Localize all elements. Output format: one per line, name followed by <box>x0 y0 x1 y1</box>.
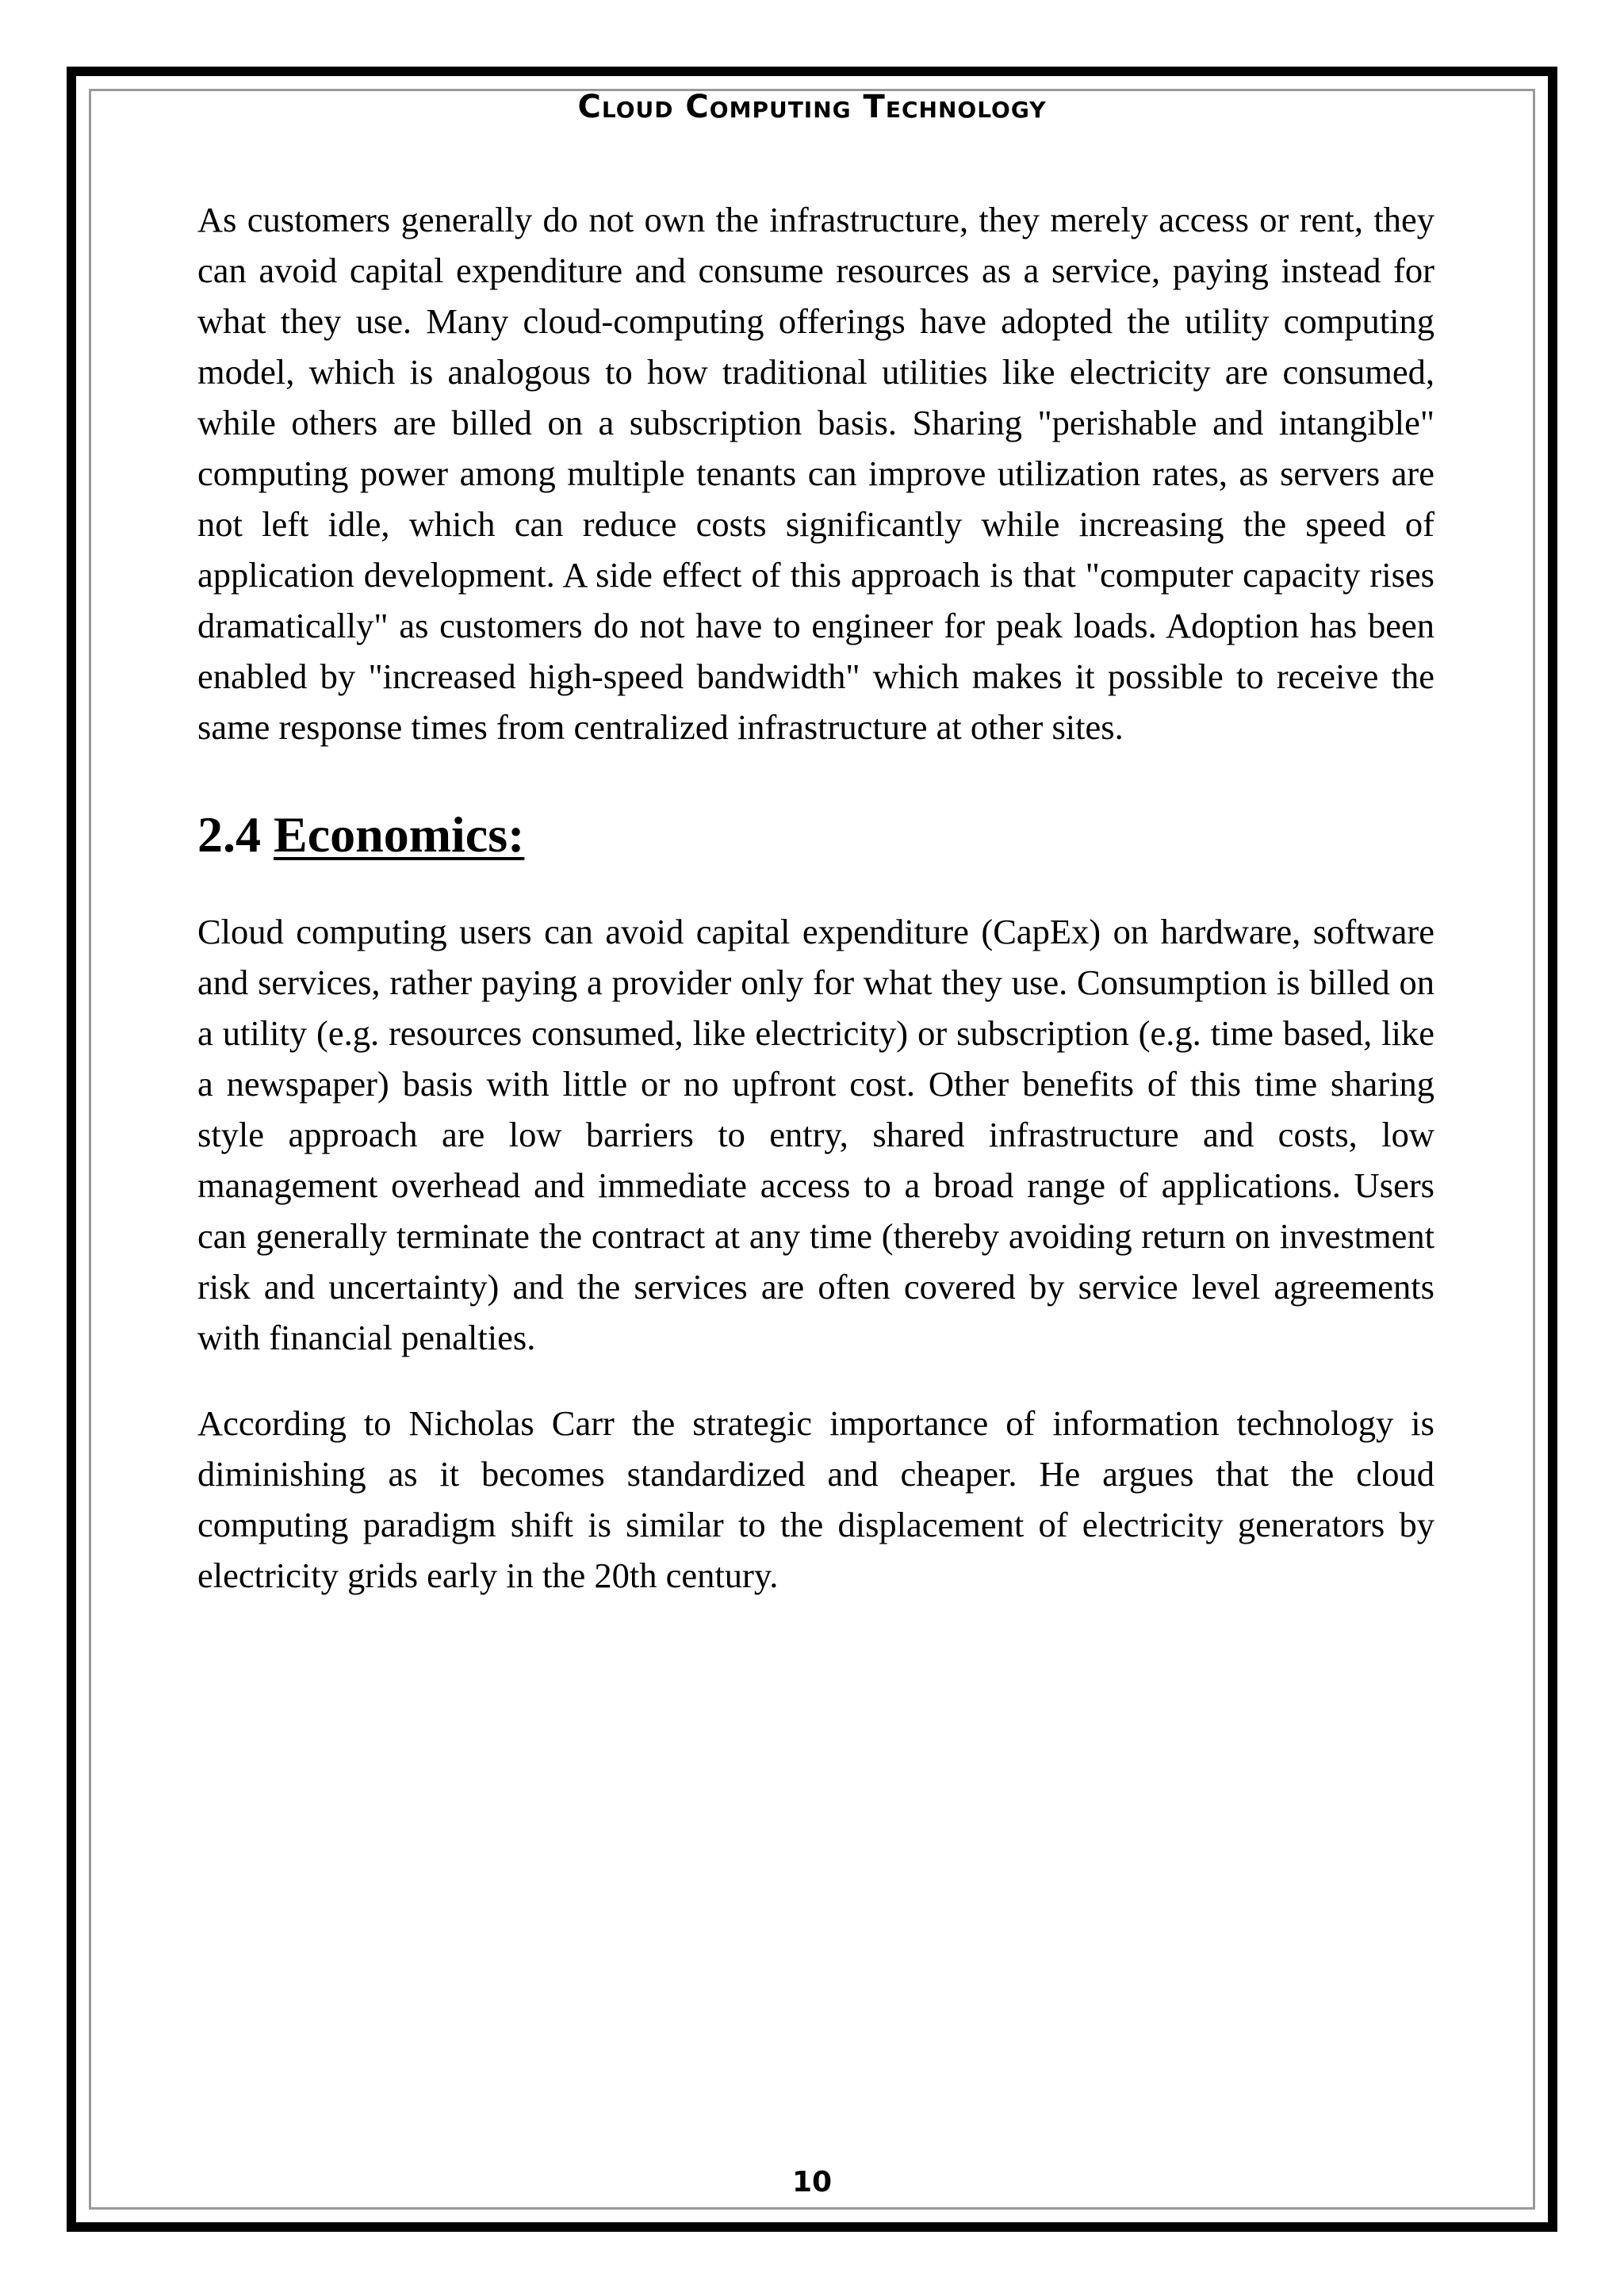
body-paragraph-3: According to Nicholas Carr the strategic importance of information technology is diminishing as it becomes standardized and cheaper. He argues that the cloud computing paradigm shift is similar to the displacement of electricity generators by electricity grids early in the 20th century. <box>197 1403 1434 1595</box>
page-number: 10 <box>791 2166 833 2198</box>
section-number: 2.4 <box>197 806 261 863</box>
body-paragraph-2: Cloud computing users can avoid capital expenditure (CapEx) on hardware, software and services, rather paying a provider only for what they use. Consumption is billed on a utility (e.g. resources consumed, like electricity) or subscription (e.g. time based, like a newspaper) basis with little or no upfront cost. Other benefits of this time sharing style approach are low barriers to entry, shared infrastructure and costs, low management overhead and immediate access to a broad range of applications. Users can generally terminate the contract at any time (thereby avoiding return on investment risk and uncertainty) and the services are often covered by service level agreements with financial penalties. <box>197 912 1434 1357</box>
page-content <box>197 194 1434 1601</box>
section-title: Economics: <box>274 806 525 863</box>
body-paragraph-1: As customers generally do not own the infrastructure, they merely access or rent, they can avoid capital expenditure and consume resources as a service, paying instead for what they use. Many cloud-computing offerings have adopted the utility computing model, which is analogous to how traditional utilities like electricity are consumed, while others are billed on a subscription basis. Sharing "perishable and intangible" computing power among multiple tenants can improve utilization rates, as servers are not left idle, which can reduce costs significantly while increasing the speed of application development. A side effect of this approach is that "computer capacity rises dramatically" as customers do not have to engineer for peak loads. Adoption has been enabled by "increased high-speed bandwidth" which makes it possible to receive the same response times from centralized infrastructure at other sites. <box>197 200 1434 747</box>
section-heading <box>197 803 1434 867</box>
running-header: Cloud Computing Technology <box>577 89 1047 125</box>
